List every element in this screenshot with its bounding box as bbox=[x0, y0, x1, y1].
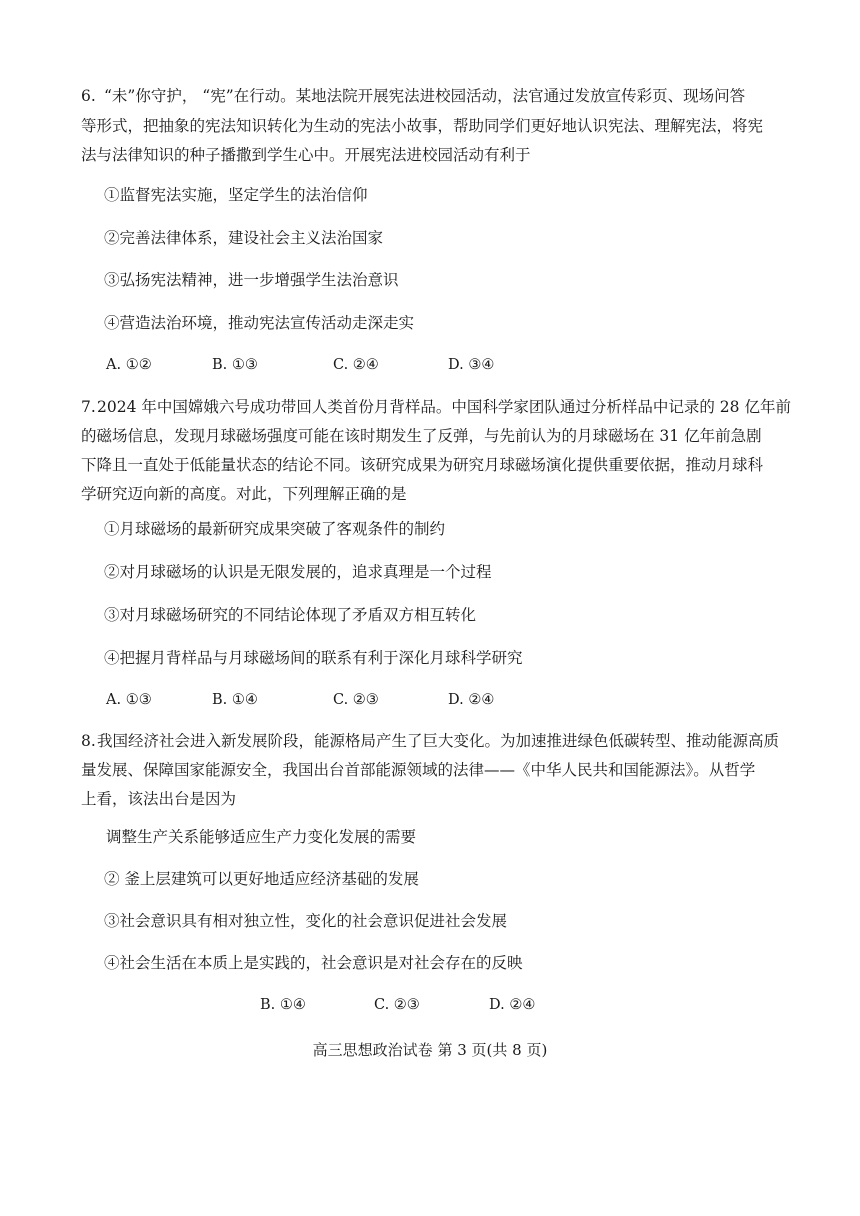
statement: ④把握月背样品与月球磁场间的联系有利于深化月球科学研究 bbox=[104, 649, 523, 667]
question-stem-line: 2024 年中国嫦娥六号成功带回人类首份月背样品。中国科学家团队通过分析样品中记录的 28 亿年前 bbox=[97, 398, 791, 416]
question-stem-line: 法与法律知识的种子播撒到学生心中。开展宪法进校园活动有利于 bbox=[81, 146, 531, 164]
question-stem-line: 量发展、保障国家能源安全，我国出台首部能源领域的法律——《中华人民共和国能源法》。从哲学 bbox=[81, 761, 756, 779]
question-number: 8. bbox=[81, 732, 96, 750]
statement: 调整生产关系能够适应生产力变化发展的需要 bbox=[106, 828, 417, 846]
question-stem-line: 的磁场信息，发现月球磁场强度可能在该时期发生了反弹，与先前认为的月球磁场在 31 亿年前急剧 bbox=[81, 427, 762, 445]
question-number: 6. bbox=[81, 87, 96, 105]
statement: ③对月球磁场研究的不同结论体现了矛盾双方相互转化 bbox=[104, 606, 477, 624]
statement: ③社会意识具有相对独立性，变化的社会意识促进社会发展 bbox=[104, 912, 508, 930]
question-stem-line: 我国经济社会进入新发展阶段，能源格局产生了巨大变化。为加速推进绿色低碳转型、推动能源高质 bbox=[97, 732, 780, 750]
option-a: A. ①③ bbox=[106, 692, 152, 708]
option-a: A. ①② bbox=[106, 357, 152, 373]
statement: ①月球磁场的最新研究成果突破了客观条件的制约 bbox=[104, 520, 446, 538]
option-d: D. ②④ bbox=[448, 692, 495, 708]
option-b: B. ①④ bbox=[260, 997, 306, 1013]
question-stem-line: 上看，该法出台是因为 bbox=[81, 790, 237, 808]
option-d: D. ②④ bbox=[489, 997, 536, 1013]
question-number: 7. bbox=[81, 398, 96, 416]
option-b: B. ①④ bbox=[212, 692, 258, 708]
statement: ② 釜上层建筑可以更好地适应经济基础的发展 bbox=[104, 870, 419, 888]
option-b: B. ①③ bbox=[212, 357, 258, 373]
page-footer: 高三思想政治试卷 第 3 页(共 8 页) bbox=[312, 1041, 548, 1059]
statement: ①监督宪法实施，坚定学生的法治信仰 bbox=[104, 186, 368, 204]
statement: ③弘扬宪法精神，进一步增强学生法治意识 bbox=[104, 271, 399, 289]
option-c: C. ②③ bbox=[374, 997, 420, 1013]
option-d: D. ③④ bbox=[448, 357, 495, 373]
question-stem-line: 学研究迈向新的高度。对此，下列理解正确的是 bbox=[81, 485, 407, 503]
question-stem-line: 下降且一直处于低能量状态的结论不同。该研究成果为研究月球磁场演化提供重要依据，推动月球科 bbox=[81, 456, 764, 474]
statement: ④社会生活在本质上是实践的，社会意识是对社会存在的反映 bbox=[104, 954, 523, 972]
statement: ②完善法律体系，建设社会主义法治国家 bbox=[104, 229, 384, 247]
statement: ②对月球磁场的认识是无限发展的，追求真理是一个过程 bbox=[104, 563, 492, 581]
option-c: C. ②③ bbox=[333, 692, 379, 708]
statement: ④营造法治环境，推动宪法宣传活动走深走实 bbox=[104, 314, 415, 332]
option-c: C. ②④ bbox=[333, 357, 379, 373]
question-stem-line: 等形式，把抽象的宪法知识转化为生动的宪法小故事，帮助同学们更好地认识宪法、理解宪法，将宪 bbox=[81, 117, 764, 135]
question-stem-line: “未”你守护， “宪”在行动。某地法院开展宪法进校园活动，法官通过发放宣传彩页、现场问答 bbox=[104, 87, 746, 105]
